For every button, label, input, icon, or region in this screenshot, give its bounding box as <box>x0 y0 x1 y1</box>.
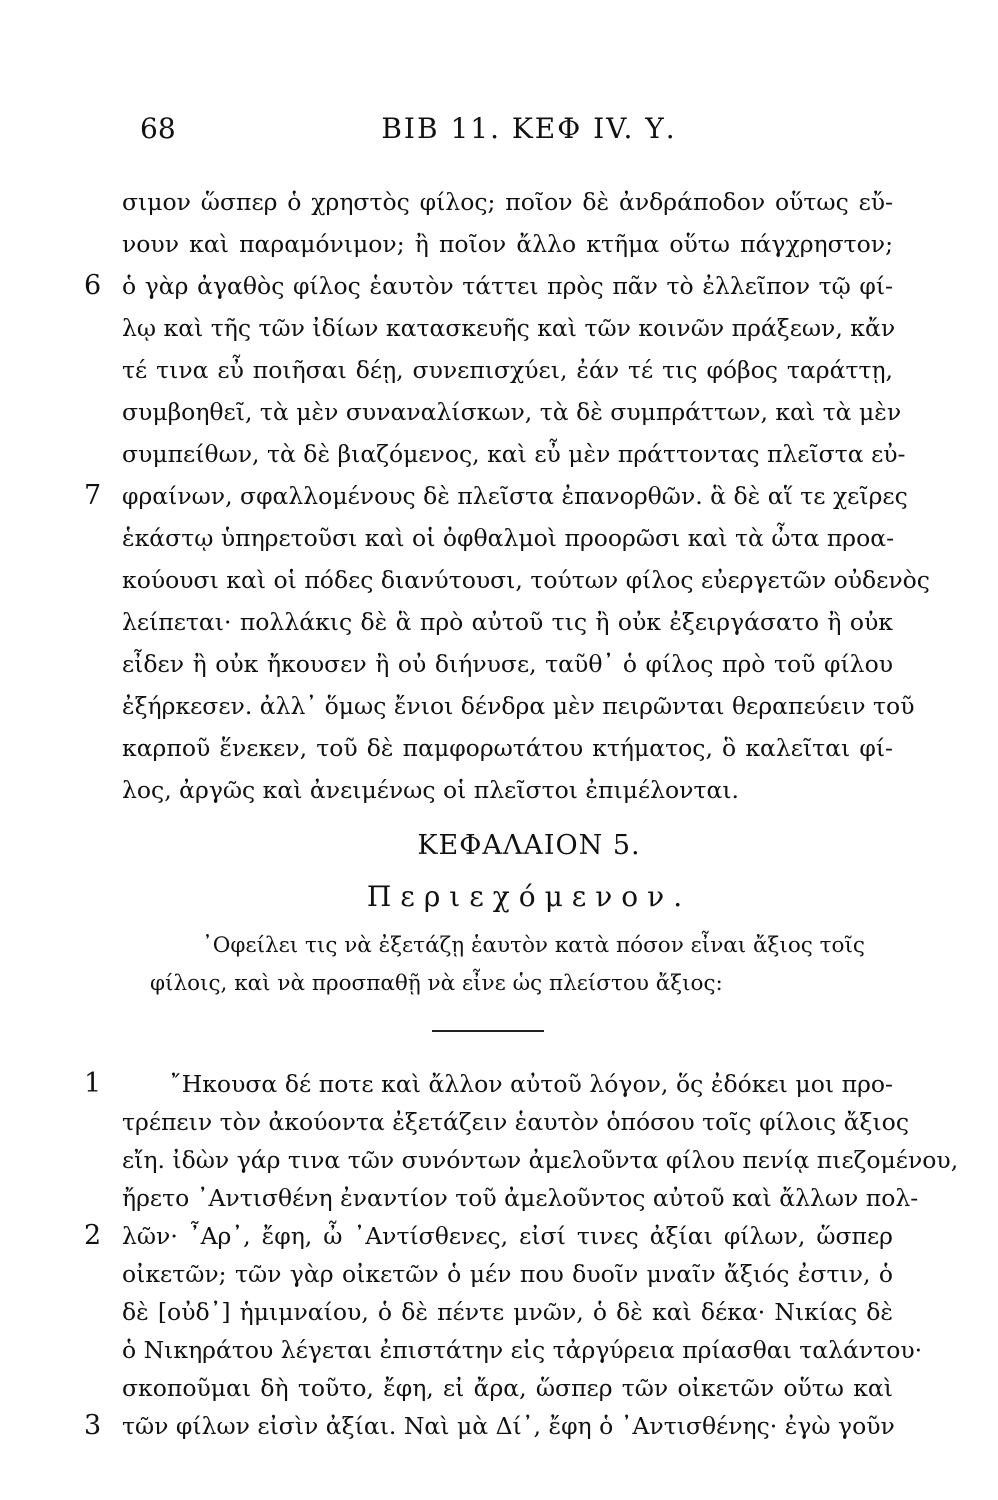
text-line: εἴη. ἰδὼν γάρ τινα τῶν συνόντων ἀμελοῦντα φίλου πενίᾳ πιεζομένου, <box>122 1146 959 1174</box>
text-line: ὁ Νικηράτου λέγεται ἐπιστάτην εἰς τἀργύρεια πρίασθαι ταλάντου· <box>122 1336 923 1364</box>
text-line: ὁ γὰρ ἀγαθὸς φίλος ἑαυτὸν τάττει πρὸς πᾶν τὸ ἐλλεῖπον τῷ φί- <box>122 272 893 300</box>
chapter-title: ΚΕΦΑΛΑΙΟΝ 5. <box>417 830 641 861</box>
text-line: δὲ [οὐδ᾽] ἡμιμναίου, ὁ δὲ πέντε μνῶν, ὁ δὲ καὶ δέκα· Νικίας δὲ <box>122 1298 893 1326</box>
text-line: τέ τινα εὖ ποιῆσαι δέῃ, συνεπισχύει, ἐάν τέ τις φόβος ταράττῃ, <box>122 356 893 384</box>
text-line: συμβοηθεῖ, τὰ μὲν συναναλίσκων, τὰ δὲ συμπράττων, καὶ τὰ μὲν <box>122 398 902 426</box>
text-line: εἶδεν ἢ οὐκ ἤκουσεν ἢ οὐ διήνυσε, ταῦθ᾽ ὁ φίλος πρὸ τοῦ φίλου <box>122 650 893 678</box>
page-number: 68 <box>140 112 176 145</box>
page-header <box>140 112 888 152</box>
text-line: σκοποῦμαι δὴ τοῦτο, ἔφη, εἰ ἄρα, ὥσπερ τῶν οἰκετῶν οὕτω καὶ <box>122 1374 893 1402</box>
text-line: οἰκετῶν; τῶν γὰρ οἰκετῶν ὁ μέν που δυοῖν μναῖν ἄξιός ἐστιν, ὁ <box>122 1260 893 1288</box>
section-number: 3 <box>84 1410 102 1441</box>
running-head: ΒΙΒ 11. ΚΕΦ ΙV. Υ. <box>381 112 677 145</box>
section-number: 6 <box>84 270 102 301</box>
text-line: καρποῦ ἕνεκεν, τοῦ δὲ παμφορωτάτου κτήματος, ὃ καλεῖται φί- <box>122 734 893 762</box>
section-divider <box>432 1030 544 1032</box>
text-line: ἐξήρκεσεν. ἀλλ᾽ ὅμως ἔνιοι δένδρα μὲν πειρῶνται θεραπεύειν τοῦ <box>122 692 915 720</box>
section-number: 2 <box>84 1220 102 1251</box>
text-line: φραίνων, σφαλλομένους δὲ πλεῖστα ἐπανορθῶν. ἃ δὲ αἵ τε χεῖρες <box>122 482 908 510</box>
text-line: ἤρετο ᾿Αντισθένη ἐναντίον τοῦ ἀμελοῦντος αὐτοῦ καὶ ἄλλων πολ- <box>122 1184 919 1212</box>
chapter-subtitle: Περιεχόμενον. <box>366 880 692 913</box>
text-line: τρέπειν τὸν ἀκούοντα ἐξετάζειν ἑαυτὸν ὁπόσου τοῖς φίλοις ἄξιος <box>122 1108 909 1136</box>
text-line: τῶν φίλων εἰσὶν ἀξίαι. Ναὶ μὰ Δί᾽, ἔφη ὁ ᾿Αντισθένης· ἐγὼ γοῦν <box>122 1412 895 1440</box>
section-number: 1 <box>84 1068 102 1099</box>
text-line: σιμον ὥσπερ ὁ χρηστὸς φίλος; ποῖον δὲ ἀνδράποδον οὕτως εὔ- <box>122 188 893 216</box>
section-number: 7 <box>84 480 102 511</box>
text-line: κούουσι καὶ οἱ πόδες διανύτουσι, τούτων φίλος εὐεργετῶν οὐδενὸς <box>122 566 930 594</box>
text-line: λείπεται· πολλάκις δὲ ἃ πρὸ αὐτοῦ τις ἢ οὐκ ἐξειργάσατο ἢ οὐκ <box>122 608 893 636</box>
text-line: ῎Ηκουσα δέ ποτε καὶ ἄλλον αὐτοῦ λόγον, ὅς ἐδόκει μοι προ- <box>170 1070 893 1098</box>
text-line: λος, ἀργῶς καὶ ἀνειμένως οἱ πλεῖστοι ἐπιμέλονται. <box>122 776 740 804</box>
chapter-summary-line: φίλοις, καὶ νὰ προσπαθῇ νὰ εἶνε ὡς πλείστου ἄξιος: <box>150 971 723 996</box>
text-line: συμπείθων, τὰ δὲ βιαζόμενος, καὶ εὖ μὲν πράττοντας πλεῖστα εὐ- <box>122 440 906 468</box>
text-line: νουν καὶ παραμόνιμον; ἢ ποῖον ἄλλο κτῆμα οὕτω πάγχρηστον; <box>122 230 893 258</box>
text-line: λῶν· ῏Αρ᾽, ἔφη, ὦ ᾿Αντίσθενες, εἰσί τινες ἀξίαι φίλων, ὥσπερ <box>122 1222 893 1250</box>
chapter-summary-line: ᾿Οφείλει τις νὰ ἐξετάζῃ ἑαυτὸν κατὰ πόσον εἶναι ἄξιος τοῖς <box>202 933 865 958</box>
text-line: ἑκάστῳ ὑπηρετοῦσι καὶ οἱ ὀφθαλμοὶ προορῶσι καὶ τὰ ὦτα προα- <box>122 524 895 552</box>
text-line: λῳ καὶ τῆς τῶν ἰδίων κατασκευῆς καὶ τῶν κοινῶν πράξεων, κἄν <box>122 314 896 342</box>
